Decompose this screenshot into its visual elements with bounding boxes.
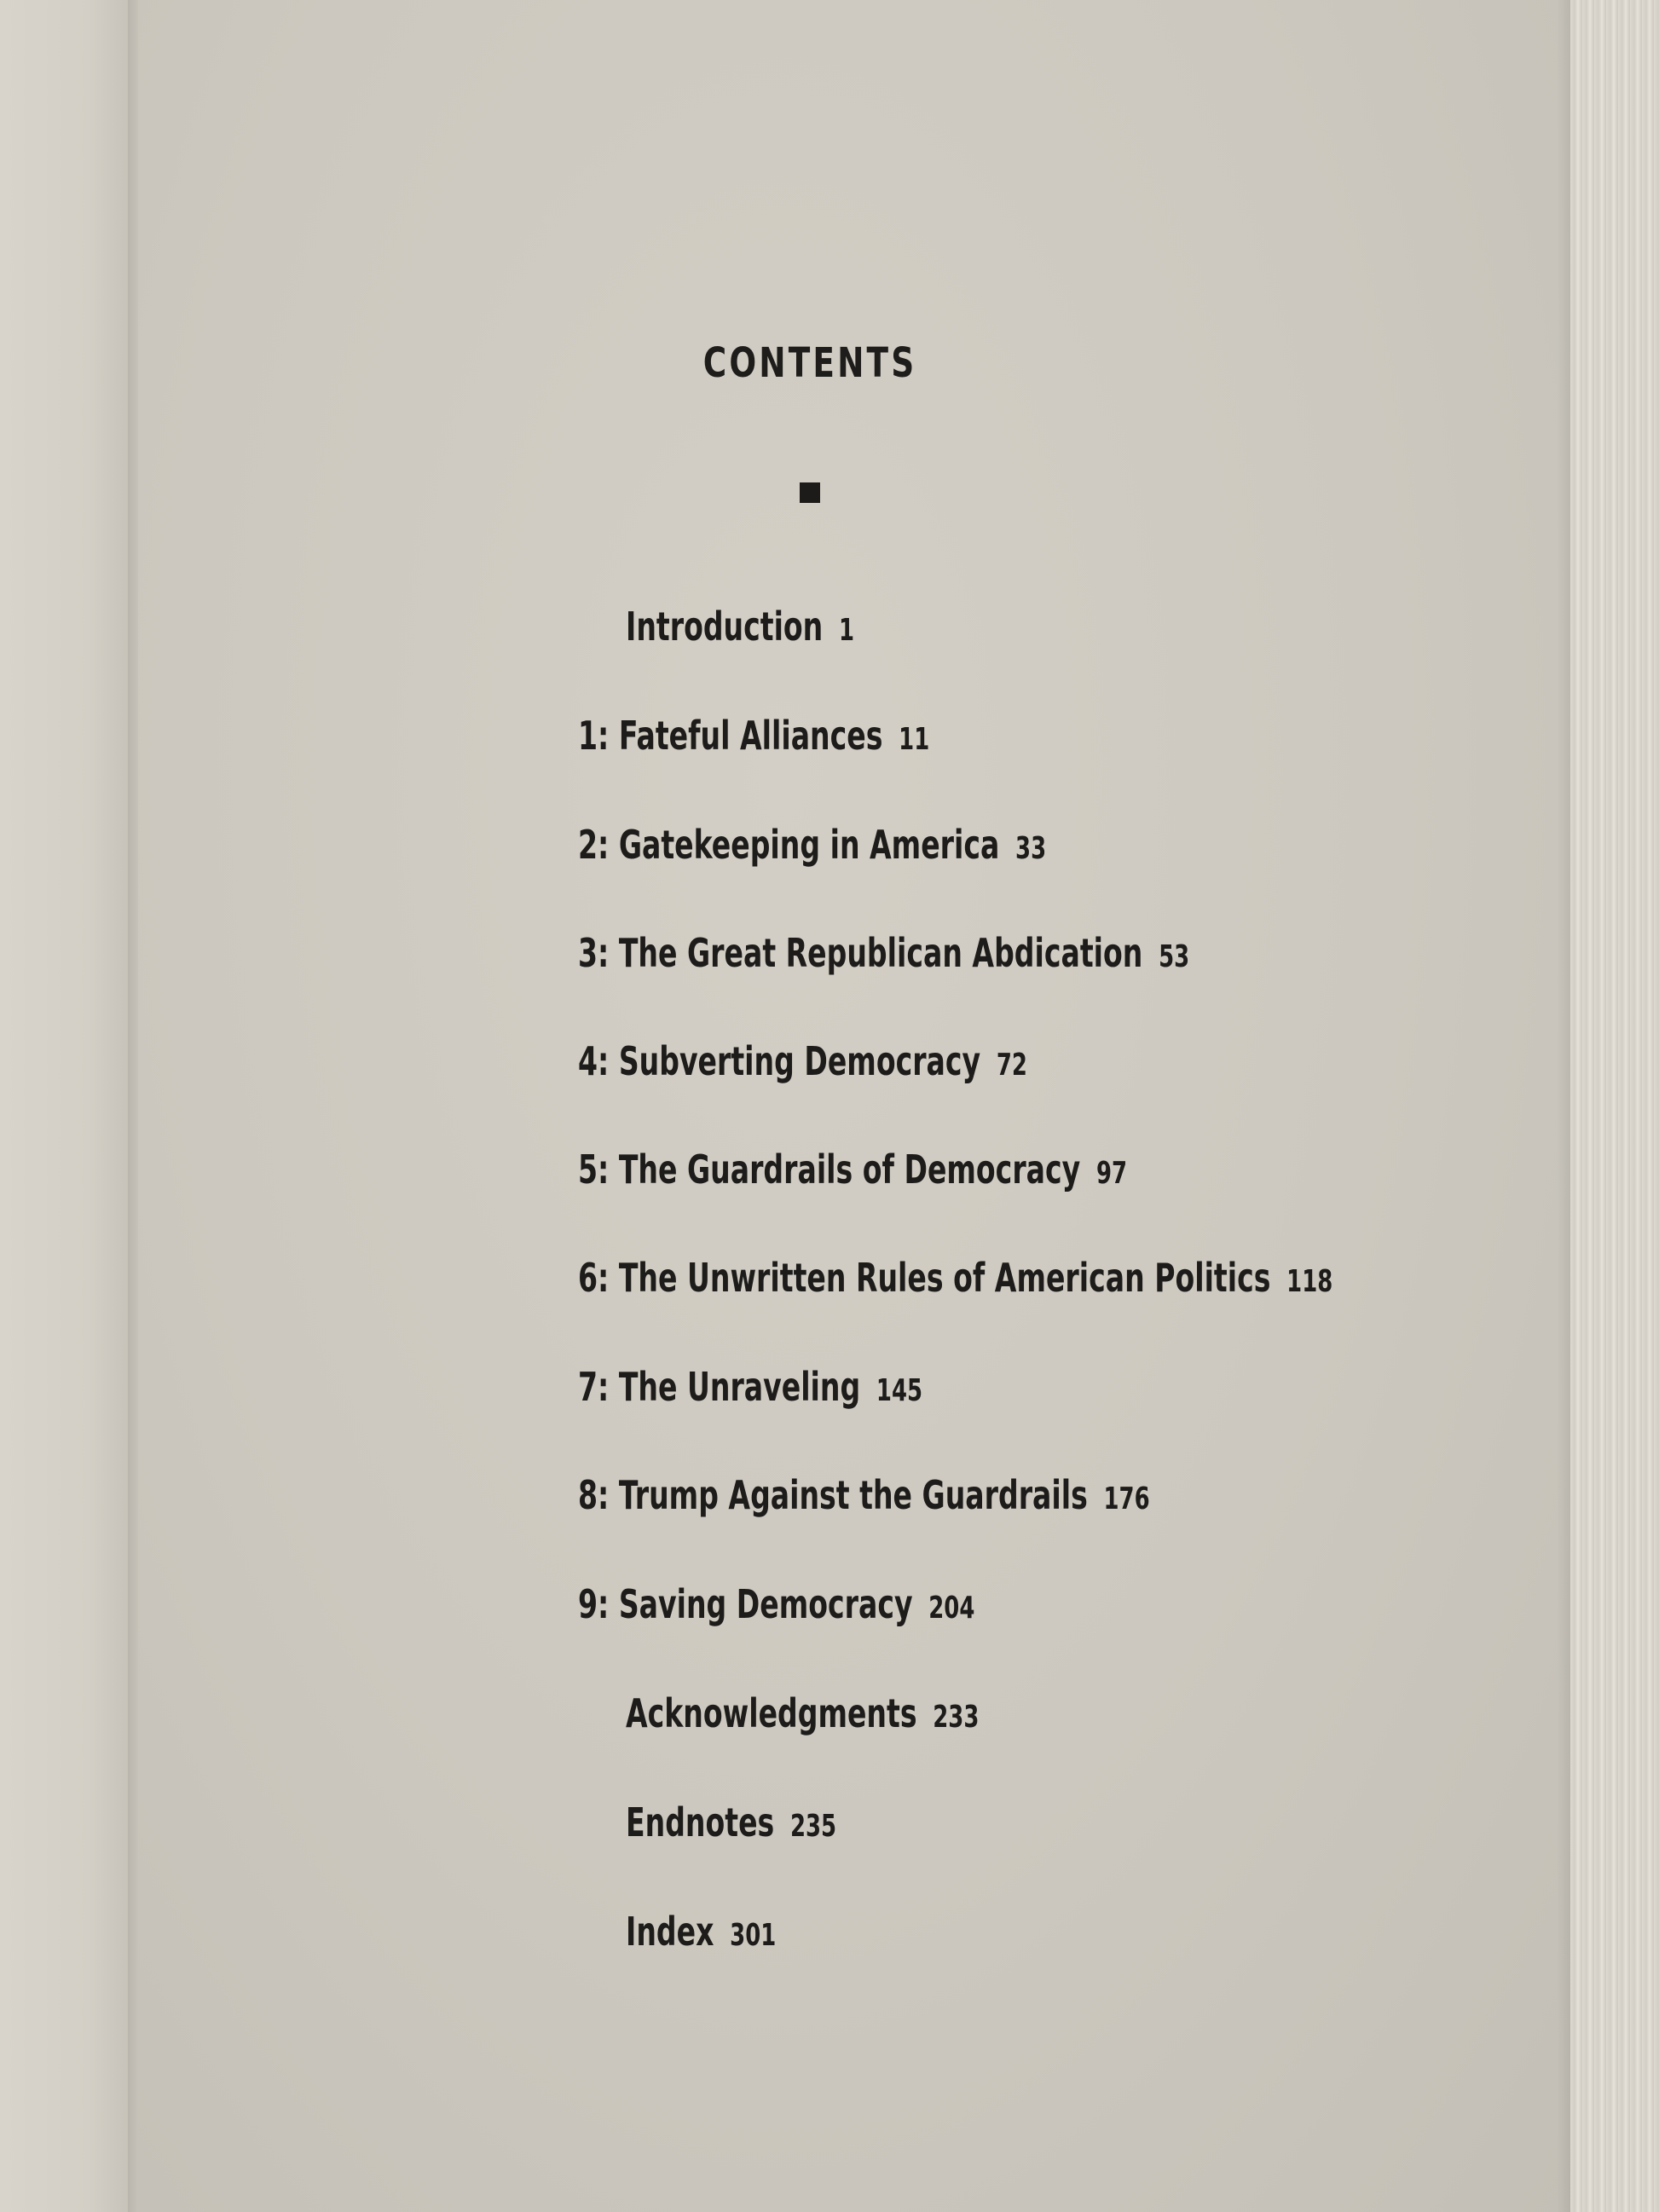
toc-entry-introduction: [626, 601, 854, 656]
toc-entry-title: Introduction: [626, 604, 824, 650]
toc-entry-page-number: 176: [1103, 1481, 1150, 1516]
toc-entry-title: 6: The Unwritten Rules of American Politics: [578, 1255, 1271, 1301]
toc-entry-title: 2: Gatekeeping in America: [578, 822, 1000, 868]
toc-entry-title: 1: Fateful Alliances: [578, 713, 883, 759]
toc-entry-page-number: 1: [838, 613, 855, 648]
toc-entry-title: Acknowledgments: [626, 1690, 917, 1736]
toc-entry-chapter-7: [578, 1361, 922, 1417]
toc-entry-title: Endnotes: [626, 1799, 775, 1845]
toc-entry-page-number: 204: [928, 1591, 975, 1626]
toc-entry-page-number: 97: [1095, 1156, 1128, 1191]
toc-entry-title: 7: The Unraveling: [578, 1364, 861, 1410]
toc-entry-chapter-6: [578, 1252, 1332, 1308]
toc-entry-chapter-8: [578, 1470, 1150, 1525]
toc-entry-endnotes: [626, 1797, 836, 1852]
toc-entry-chapter-2: [578, 819, 1046, 875]
toc-entry-page-number: 233: [933, 1700, 980, 1735]
toc-entry-page-number: 235: [789, 1809, 837, 1844]
toc-entry-page-number: 11: [899, 722, 930, 757]
toc-entry-index: [626, 1906, 776, 1961]
toc-entry-page-number: 301: [730, 1918, 777, 1953]
toc-entry-title: 5: The Guardrails of Democracy: [578, 1146, 1081, 1193]
toc-entry-title: 9: Saving Democracy: [578, 1581, 913, 1627]
toc-entry-page-number: 72: [996, 1048, 1027, 1083]
toc-entry-title: 4: Subverting Democracy: [578, 1038, 981, 1084]
toc-entry-chapter-1: [578, 710, 929, 765]
toc-entry-chapter-4: [578, 1036, 1027, 1091]
toc-entry-acknowledgments: [626, 1688, 979, 1743]
toc-entry-chapter-3: [578, 927, 1189, 983]
toc-entry-title: 8: Trump Against the Guardrails: [578, 1472, 1088, 1518]
toc-entry-chapter-5: [578, 1144, 1127, 1199]
toc-entry-chapter-9: [578, 1579, 974, 1634]
toc-entry-page-number: 53: [1159, 939, 1190, 974]
toc-entry-title: Index: [626, 1909, 714, 1955]
toc-entry-page-number: 145: [876, 1373, 923, 1408]
toc-entry-page-number: 33: [1015, 831, 1047, 866]
contents-heading: CONTENTS: [702, 339, 917, 387]
toc-entry-page-number: 118: [1286, 1264, 1333, 1299]
toc-entry-title: 3: The Great Republican Abdication: [578, 930, 1143, 976]
